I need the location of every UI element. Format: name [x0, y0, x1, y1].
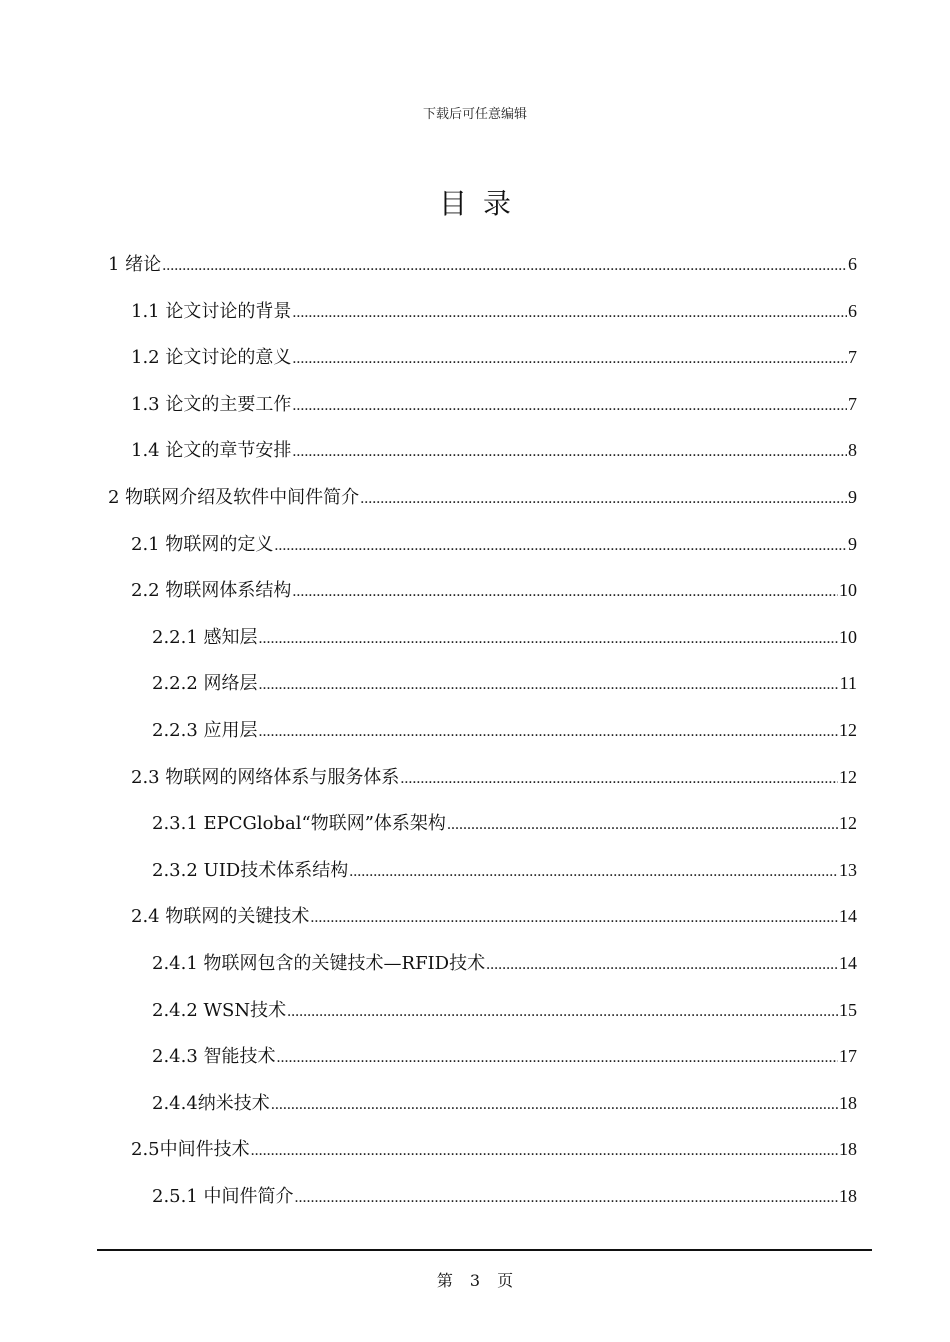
- dot-leader: [447, 816, 838, 834]
- header-note: 下载后可任意编辑: [422, 107, 527, 122]
- toc-entry-label: 2.4.2 WSN技术: [152, 999, 287, 1021]
- toc-entry-label: 2 物联网介绍及软件中间件简介: [108, 487, 360, 508]
- toc-entry[interactable]: [131, 1135, 857, 1165]
- toc-entry[interactable]: [152, 1182, 857, 1212]
- toc-entry-page: 10: [839, 626, 857, 647]
- toc-entry-label: 2.4.3 智能技术: [152, 1046, 276, 1068]
- toc-entry-label: 1.3 论文的主要工作: [131, 393, 292, 415]
- toc-entry-label: 2.1 物联网的定义: [131, 533, 274, 555]
- toc-entry-page: 7: [848, 393, 857, 414]
- toc-entry-label: 2.2.3 应用层: [152, 720, 258, 741]
- toc-entry[interactable]: [152, 716, 857, 746]
- toc-entry-label: 1.4 论文的章节安排: [131, 440, 292, 462]
- dot-leader: [277, 1049, 838, 1067]
- toc-entry-page: 11: [839, 673, 857, 694]
- toc-entry-page: 9: [848, 487, 857, 507]
- toc-entry-label: 2.3.1 EPCGlobal“物联网”体系架构: [152, 813, 446, 835]
- toc-entry-page: 13: [839, 859, 857, 880]
- toc-entry-label: 2.4.1 物联网包含的关键技术—RFID技术: [152, 953, 486, 974]
- toc-entry-page: 9: [848, 533, 857, 554]
- toc-entry[interactable]: [152, 669, 857, 699]
- dot-leader: [259, 676, 839, 694]
- toc-entry-page: 12: [839, 720, 857, 740]
- dot-leader: [295, 1189, 838, 1207]
- toc-entry-label: 2.3 物联网的网络体系与服务体系: [131, 766, 400, 788]
- dot-leader: [274, 537, 847, 555]
- dot-leader: [292, 397, 847, 415]
- toc-entry-label: 2.4.4纳米技术: [152, 1092, 270, 1114]
- toc-entry[interactable]: [152, 856, 857, 886]
- dot-leader: [259, 630, 838, 648]
- toc-entry-label: 2.5.1 中间件简介: [152, 1186, 294, 1207]
- toc-entry[interactable]: [131, 763, 857, 793]
- toc-entry[interactable]: [152, 809, 857, 839]
- dot-leader: [486, 956, 838, 974]
- dot-leader: [162, 257, 847, 275]
- toc-entry[interactable]: [152, 949, 857, 979]
- toc-entry[interactable]: [131, 902, 857, 932]
- toc-entry[interactable]: [152, 623, 857, 653]
- dot-leader: [349, 863, 838, 881]
- toc-entry-page: 6: [848, 254, 857, 274]
- toc-entry-label: 2.4 物联网的关键技术: [131, 906, 310, 928]
- toc-entry-label: 2.3.2 UID技术体系结构: [152, 859, 349, 881]
- toc-entry[interactable]: [131, 530, 857, 560]
- toc-entry-label: 2.2.2 网络层: [152, 673, 258, 695]
- toc-entry-label: 2.5中间件技术: [131, 1139, 250, 1161]
- toc-entry-page: 15: [839, 999, 857, 1020]
- dot-leader: [292, 443, 847, 461]
- toc-entry[interactable]: [131, 436, 857, 466]
- dot-leader: [292, 583, 838, 601]
- toc-entry-page: 6: [848, 300, 857, 321]
- dot-leader: [310, 909, 838, 927]
- dot-leader: [400, 770, 838, 788]
- toc-entry-page: 17: [839, 1046, 857, 1067]
- toc-entry-page: 18: [839, 1092, 857, 1113]
- toc-entry-page: 18: [839, 1186, 857, 1206]
- toc-title: 目录: [438, 187, 527, 220]
- dot-leader: [292, 350, 847, 368]
- dot-leader: [271, 1096, 838, 1114]
- toc-entry-label: 2.2 物联网体系结构: [131, 580, 292, 602]
- dot-leader: [251, 1142, 838, 1160]
- toc-entry[interactable]: [152, 996, 857, 1026]
- footer-rule: [97, 1249, 872, 1251]
- dot-leader: [287, 1003, 838, 1021]
- dot-leader: [292, 304, 847, 322]
- toc-entry-page: 14: [839, 906, 857, 927]
- toc-entry-page: 10: [839, 580, 857, 601]
- toc-entry[interactable]: [131, 576, 857, 606]
- toc-entry[interactable]: [152, 1042, 857, 1072]
- dot-leader: [259, 723, 838, 741]
- toc-entry-page: 7: [848, 347, 857, 368]
- page-footer: 第 3 页: [436, 1271, 514, 1290]
- toc-entry-label: 1 绪论: [108, 254, 162, 275]
- toc-entry-label: 1.2 论文讨论的意义: [131, 347, 292, 369]
- toc-entry[interactable]: [131, 343, 857, 373]
- toc-entry-page: 12: [839, 813, 857, 834]
- toc-entry-page: 8: [848, 440, 857, 461]
- toc-entry-label: 1.1 论文讨论的背景: [131, 300, 292, 322]
- dot-leader: [360, 490, 847, 508]
- toc-entry-label: 2.2.1 感知层: [152, 626, 258, 648]
- toc-entry[interactable]: [108, 250, 857, 280]
- toc-entry[interactable]: [131, 297, 857, 327]
- toc-entry[interactable]: [131, 390, 857, 420]
- toc-entry-page: 14: [839, 953, 857, 973]
- toc-entry[interactable]: [108, 483, 857, 513]
- toc-entry[interactable]: [152, 1089, 857, 1119]
- toc-entry-page: 18: [839, 1139, 857, 1160]
- toc-entry-page: 12: [839, 766, 857, 787]
